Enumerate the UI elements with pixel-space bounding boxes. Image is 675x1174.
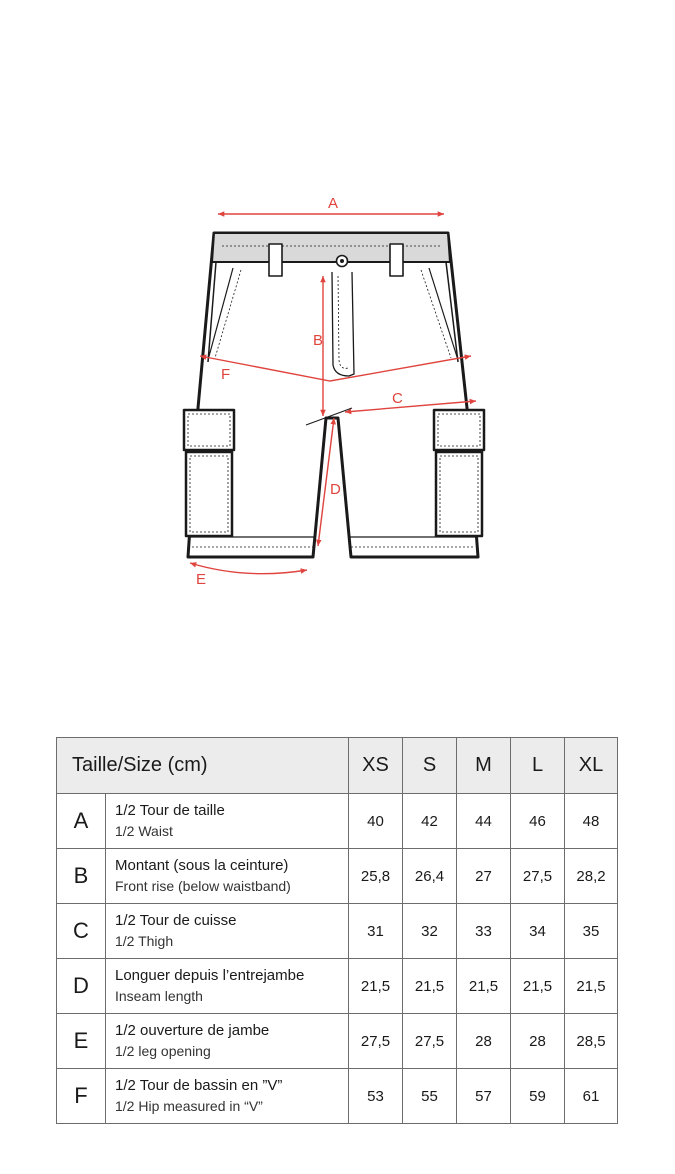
- table-cell: 25,8: [349, 849, 403, 904]
- row-label-en: 1/2 leg opening: [115, 1043, 211, 1059]
- row-label-fr: 1/2 Tour de cuisse: [115, 912, 237, 929]
- table-cell: 57: [457, 1069, 511, 1124]
- table-row: [57, 959, 618, 1014]
- size-header-m: M: [457, 738, 511, 794]
- row-description: [106, 794, 349, 849]
- table-header-row: [57, 738, 618, 794]
- row-description: [106, 904, 349, 959]
- table-cell: 32: [403, 904, 457, 959]
- table-cell: 28,2: [565, 849, 618, 904]
- table-cell: 21,5: [511, 959, 565, 1014]
- row-label-en: Inseam length: [115, 988, 203, 1004]
- table-cell: 53: [349, 1069, 403, 1124]
- table-cell: 48: [565, 794, 618, 849]
- table-cell: 40: [349, 794, 403, 849]
- table-cell: 35: [565, 904, 618, 959]
- row-label-en: Front rise (below waistband): [115, 878, 291, 894]
- row-letter: E: [57, 1014, 106, 1069]
- measure-a-label: A: [328, 195, 339, 212]
- row-letter: C: [57, 904, 106, 959]
- row-letter: B: [57, 849, 106, 904]
- table-cell: 21,5: [349, 959, 403, 1014]
- measure-d-label: D: [330, 481, 341, 498]
- size-header-l: L: [511, 738, 565, 794]
- right-cargo-pocket: [436, 452, 482, 536]
- row-description: [106, 1014, 349, 1069]
- table-cell: 31: [349, 904, 403, 959]
- row-label-fr: Montant (sous la ceinture): [115, 857, 289, 874]
- table-cell: 21,5: [403, 959, 457, 1014]
- table-cell: 21,5: [457, 959, 511, 1014]
- table-cell: 34: [511, 904, 565, 959]
- measure-e-line: [190, 563, 307, 574]
- table-cell: 27,5: [349, 1014, 403, 1069]
- row-letter: A: [57, 794, 106, 849]
- size-header-xl: XL: [565, 738, 618, 794]
- row-label-fr: 1/2 ouverture de jambe: [115, 1022, 270, 1039]
- size-chart-table: [56, 737, 618, 1124]
- table-row: [57, 1014, 618, 1069]
- table-cell: 27: [457, 849, 511, 904]
- table-row: [57, 849, 618, 904]
- size-header-s: S: [403, 738, 457, 794]
- table-cell: 28,5: [565, 1014, 618, 1069]
- row-letter: D: [57, 959, 106, 1014]
- measure-b-label: B: [313, 332, 324, 349]
- table-cell: 55: [403, 1069, 457, 1124]
- row-label-en: 1/2 Hip measured in “V”: [115, 1098, 263, 1114]
- row-description: [106, 959, 349, 1014]
- table-row: [57, 904, 618, 959]
- table-cell: 27,5: [403, 1014, 457, 1069]
- right-cargo-flap: [434, 410, 484, 450]
- table-cell: 28: [457, 1014, 511, 1069]
- table-title: Taille/Size (cm): [57, 738, 349, 794]
- left-cargo-flap: [184, 410, 234, 450]
- measure-c-label: C: [392, 390, 403, 407]
- table-cell: 61: [565, 1069, 618, 1124]
- measure-f-label: F: [221, 366, 231, 383]
- row-label-fr: 1/2 Tour de taille: [115, 802, 225, 819]
- table-cell: 46: [511, 794, 565, 849]
- table-cell: 27,5: [511, 849, 565, 904]
- table-cell: 33: [457, 904, 511, 959]
- row-description: [106, 1069, 349, 1124]
- row-label-fr: Longuer depuis l’entrejambe: [115, 967, 305, 984]
- table-cell: 26,4: [403, 849, 457, 904]
- shorts-outline: [184, 233, 484, 557]
- row-label-fr: 1/2 Tour de bassin en ”V”: [115, 1077, 283, 1094]
- left-cargo-pocket: [186, 452, 232, 536]
- measure-e-label: E: [196, 571, 207, 588]
- table-cell: 44: [457, 794, 511, 849]
- table-cell: 42: [403, 794, 457, 849]
- table-cell: 28: [511, 1014, 565, 1069]
- table-cell: 21,5: [565, 959, 618, 1014]
- table-row: [57, 794, 618, 849]
- row-letter: F: [57, 1069, 106, 1124]
- size-header-xs: XS: [349, 738, 403, 794]
- row-label-en: 1/2 Waist: [115, 823, 173, 839]
- row-label-en: 1/2 Thigh: [115, 933, 174, 949]
- table-row: [57, 1069, 618, 1124]
- table-cell: 59: [511, 1069, 565, 1124]
- row-description: [106, 849, 349, 904]
